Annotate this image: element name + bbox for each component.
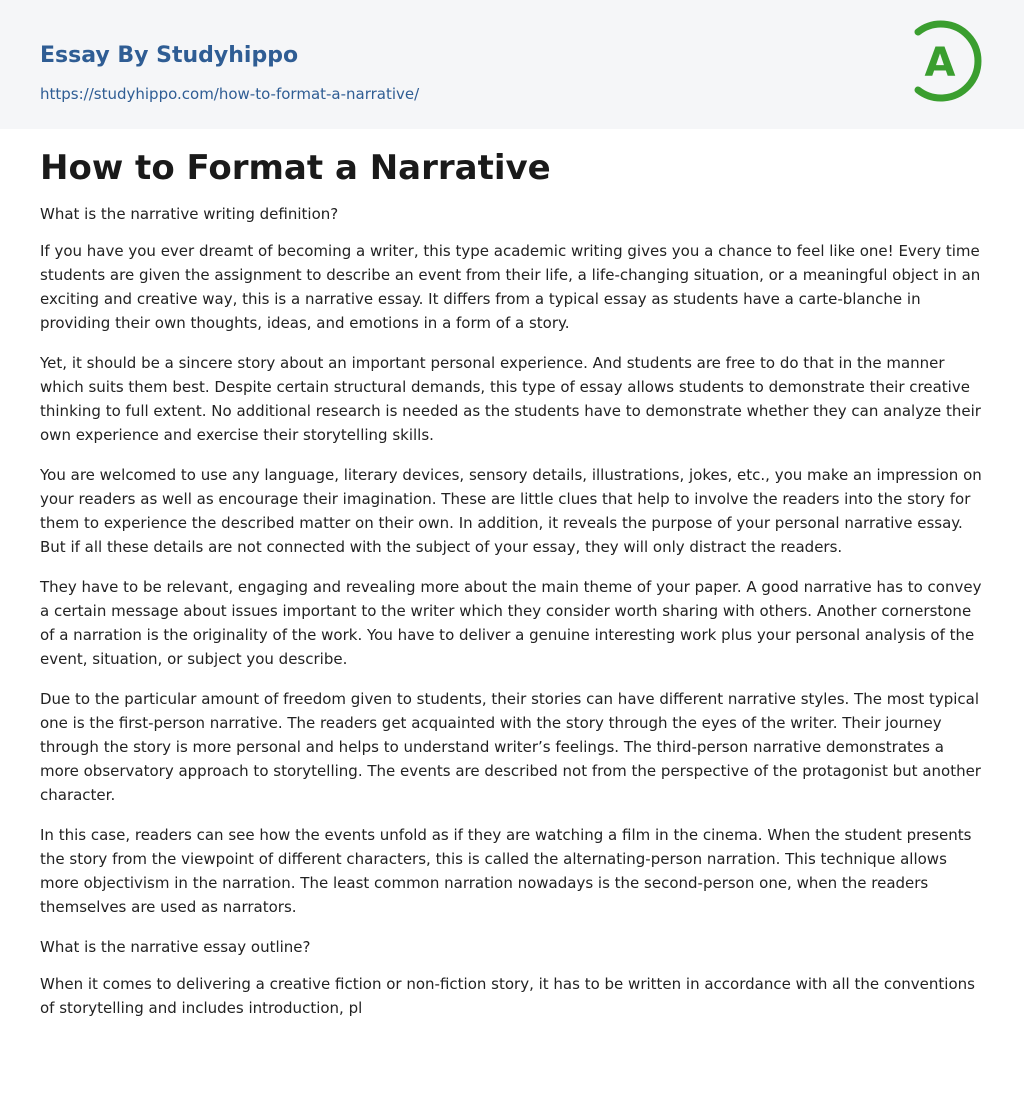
site-header: [0, 0, 1024, 129]
page-title: How to Format a Narrative: [40, 148, 551, 188]
paragraph-7: When it comes to delivering a creative fiction or non-fiction story, it has to be written in accordance with all the conventions of storytelling and includes introduction, pl: [40, 975, 975, 1017]
source-url-link[interactable]: https://studyhippo.com/how-to-format-a-narrative/: [40, 85, 420, 103]
definition-question: What is the narrative writing definition?: [40, 205, 339, 223]
logo-letter: A: [924, 40, 956, 86]
studyhippo-logo-icon[interactable]: [910, 18, 988, 106]
paragraph-3: You are welcomed to use any language, literary devices, sensory details, illustrations, jokes, etc., you make an impression on your readers as well as encourage their imagination. These are little clues that help to involve the readers into the story for them to experience the described matter on their own. In addition, it reveals the purpose of your personal narrative essay. But if all these details are not connected with the subject of your essay, they will only distract the readers.: [40, 466, 982, 556]
paragraph-6: In this case, readers can see how the events unfold as if they are watching a film in the cinema. When the student presents the story from the viewpoint of different characters, this is called the alternating-person narration. This technique allows more objectivism in the narration. The least common narration nowadays is the second-person one, when the readers themselves are used as narrators.: [40, 826, 972, 916]
paragraph-4: They have to be relevant, engaging and revealing more about the main theme of your paper. A good narrative has to convey a certain message about issues important to the writer which they consider worth sharing with others. Another cornerstone of a narration is the originality of the work. You have to deliver a genuine interesting work plus your personal analysis of the event, situation, or subject you describe.: [40, 578, 982, 668]
logo-ring-icon: [910, 18, 988, 106]
paragraph-2: Yet, it should be a sincere story about an important personal experience. And students are free to do that in the manner which suits them best. Despite certain structural demands, this type of essay allows students to demonstrate their creative thinking to full extent. No additional research is needed as the students have to demonstrate whether they can analyze their own experience and exercise their storytelling skills.: [40, 354, 981, 444]
paragraph-1: If you have you ever dreamt of becoming a writer, this type academic writing gives you a chance to feel like one! Every time students are given the assignment to describe an event from their life, a life-changing situation, or a meaningful object in an exciting and creative way, this is a narrative essay. It differs from a typical essay as students have a carte-blanche in providing their own thoughts, ideas, and emotions in a form of a story.: [40, 242, 981, 332]
outline-question: What is the narrative essay outline?: [40, 938, 311, 956]
paragraph-5: Due to the particular amount of freedom given to students, their stories can have different narrative styles. The most typical one is the first-person narrative. The readers get acquainted with the story through the eyes of the writer. Their journey through the story is more personal and helps to understand writer’s feelings. The third-person narrative demonstrates a more observatory approach to storytelling. The events are described not from the perspective of the protagonist but another character.: [40, 690, 981, 804]
brand-title[interactable]: Essay By Studyhippo: [40, 43, 299, 68]
essay-article: [40, 146, 984, 1036]
